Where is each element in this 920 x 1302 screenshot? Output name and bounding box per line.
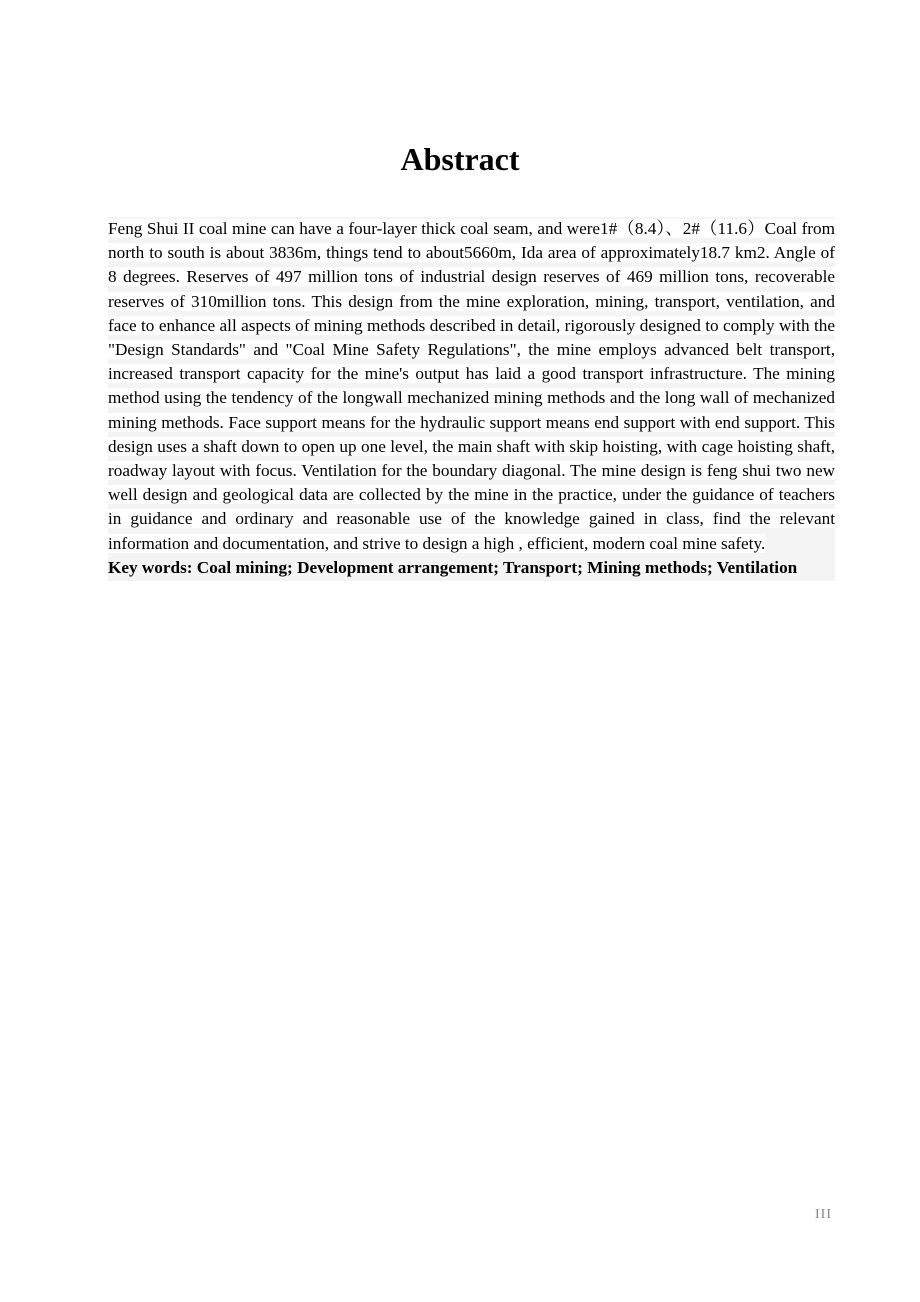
page-title: Abstract	[400, 141, 520, 177]
keywords-label: Key words:	[108, 557, 193, 577]
abstract-paragraph	[108, 217, 835, 556]
abstract-text: Feng Shui II coal mine can have a four-layer thick coal seam, and were1#（8.4）、2#（11.6）Coal from north to south is about 3836m, things tend to about5660m, Ida area of approximately18.7 km2. Angle of 8 degrees. Reserves of 497 million tons of industrial design reserves of 469 million tons, recoverable reserves of 310million tons. This design from the mine exploration, mining, transport, ventilation, and face to enhance all aspects of mining methods described in detail, rigorously designed to comply with the "Design Standards" and "Coal Mine Safety Regulations", the mine employs advanced belt transport, increased transport capacity for the mine's output has laid a good transport infrastructure. The mining method using the tendency of the longwall mechanized mining methods and the long wall of mechanized mining methods. Face support means for the hydraulic support means end support with end support. This design uses a shaft down to open up one level, the main shaft with skip hoisting, with cage hoisting shaft, roadway layout with focus. Ventilation for the boundary diagonal. The mine design is feng shui two new well design and geological data are collected by the mine in the practice, under the guidance of teachers in guidance and ordinary and reasonable use of the knowledge gained in class, find the relevant information and documentation, and strive to design a high , efficient, modern coal mine safety.	[108, 219, 835, 553]
keywords-line	[108, 556, 835, 581]
abstract-body	[108, 217, 835, 581]
page-number: III	[815, 1207, 832, 1222]
keywords-list: Coal mining; Development arrangement; Transport; Mining methods; Ventilation	[196, 557, 798, 577]
